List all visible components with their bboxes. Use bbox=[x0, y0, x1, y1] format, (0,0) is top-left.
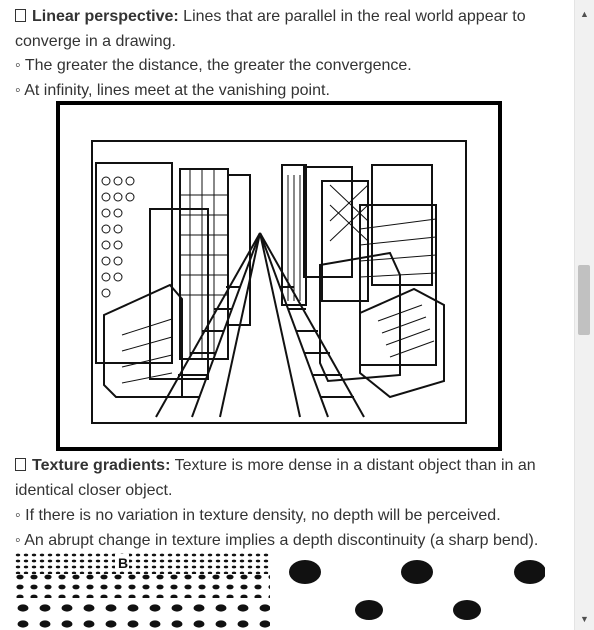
texture-figure-label: B bbox=[118, 555, 129, 571]
texture-bullet-2: ◦ An abrupt change in texture implies a depth discontinuity (a sharp bend). bbox=[15, 532, 539, 549]
linear-perspective-text-1: Lines that are parallel in the real world appear to bbox=[178, 8, 526, 25]
linear-perspective-paragraph bbox=[15, 4, 550, 54]
bullet-box-icon bbox=[15, 9, 26, 22]
linear-bullet-1: ◦ The greater the distance, the greater the convergence. bbox=[15, 57, 412, 74]
texture-gradients-paragraph bbox=[15, 453, 550, 503]
texture-gradients-heading: Texture gradients: bbox=[32, 457, 171, 474]
vertical-scrollbar[interactable] bbox=[574, 0, 594, 630]
scroll-down-icon[interactable]: ▼ bbox=[580, 614, 589, 624]
scrollbar-thumb[interactable] bbox=[578, 265, 590, 335]
texture-gradients-text-2: identical closer object. bbox=[15, 482, 173, 499]
linear-perspective-heading: Linear perspective: bbox=[32, 8, 179, 25]
scroll-up-icon[interactable]: ▲ bbox=[580, 9, 589, 19]
city-street-drawing bbox=[60, 105, 498, 447]
texture-gradients-text-1: Texture is more dense in a distant object than in an bbox=[170, 457, 536, 474]
linear-perspective-figure bbox=[56, 101, 502, 451]
linear-bullet-2: ◦ At infinity, lines meet at the vanishing point. bbox=[15, 82, 330, 99]
linear-perspective-text-2: converge in a drawing. bbox=[15, 33, 176, 50]
texture-gradient-figure bbox=[15, 552, 545, 630]
texture-bullet-1: ◦ If there is no variation in texture density, no depth will be perceived. bbox=[15, 507, 501, 524]
bullet-box-icon bbox=[15, 458, 26, 471]
texture-dots-drawing bbox=[15, 552, 545, 630]
